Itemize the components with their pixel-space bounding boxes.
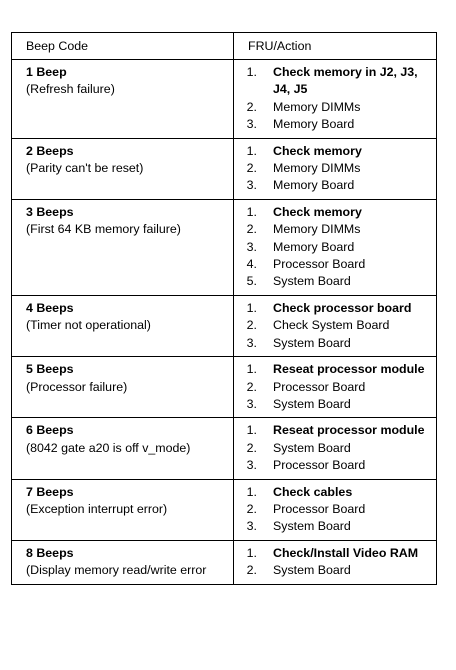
action-number: 1. (246, 484, 257, 499)
action-item (243, 64, 430, 99)
table-row (12, 418, 437, 479)
action-number: 1. (246, 545, 257, 560)
beep-code-cell (12, 60, 234, 139)
action-number: 1. (246, 300, 257, 315)
fru-action-cell (234, 199, 437, 295)
action-item (243, 484, 430, 501)
action-number: 3. (246, 335, 257, 350)
beep-code-description: (Display memory read/write error (26, 563, 207, 578)
fru-action-cell (234, 60, 437, 139)
action-number: 5. (246, 274, 257, 289)
action-text: System Board (273, 440, 351, 455)
action-list (243, 143, 430, 195)
action-list (243, 361, 430, 413)
action-number: 1. (246, 65, 257, 79)
table-header-row (12, 33, 437, 60)
fru-action-cell (234, 357, 437, 418)
table-row (12, 479, 437, 540)
action-item (243, 273, 430, 290)
table-row (12, 357, 437, 418)
beep-code-description: (Exception interrupt error) (26, 501, 168, 516)
action-item (243, 440, 430, 457)
beep-code-cell (12, 295, 234, 356)
beep-code-cell (12, 540, 234, 584)
table-row (12, 295, 437, 356)
action-text: Reseat processor module (273, 362, 425, 377)
action-number: 3. (246, 239, 257, 254)
action-text: Check System Board (273, 318, 390, 333)
action-item (243, 317, 430, 334)
action-text: System Board (273, 274, 351, 289)
action-number: 3. (246, 396, 257, 411)
action-text: Check memory (273, 204, 362, 219)
table-body (12, 60, 437, 585)
beep-code-cell (12, 418, 234, 479)
action-item (243, 562, 430, 579)
beep-code-description: (First 64 KB memory failure) (26, 222, 181, 237)
action-number: 1. (246, 423, 257, 438)
action-text: Check cables (273, 484, 353, 499)
beep-code-title: 4 Beeps (26, 300, 74, 315)
action-text: System Board (273, 396, 351, 411)
header-beep-code: Beep Code (12, 33, 234, 60)
beep-code-title: 6 Beeps (26, 423, 74, 438)
action-number: 2. (246, 379, 257, 394)
action-item (243, 143, 430, 160)
beep-code-title: 5 Beeps (26, 362, 74, 377)
fru-action-cell (234, 295, 437, 356)
action-number: 2. (246, 222, 257, 237)
action-text: System Board (273, 563, 351, 578)
action-list (243, 204, 430, 291)
action-text: Check processor board (273, 300, 412, 315)
table-row (12, 199, 437, 295)
action-text: Check/Install Video RAM (273, 545, 419, 560)
table-row (12, 60, 437, 139)
beep-code-title: 3 Beeps (26, 204, 74, 219)
action-item (243, 501, 430, 518)
action-list (243, 300, 430, 352)
beep-code-table (11, 32, 437, 585)
beep-code-description: (8042 gate a20 is off v_mode) (26, 440, 191, 455)
action-text: Memory Board (273, 239, 355, 254)
action-item (243, 204, 430, 221)
action-text: System Board (273, 519, 351, 534)
action-text: Processor Board (273, 458, 366, 473)
header-fru-action: FRU/Action (234, 33, 437, 60)
action-text: Memory DIMMs (273, 99, 361, 114)
action-number: 2. (246, 563, 257, 578)
action-list (243, 545, 430, 580)
action-item (243, 177, 430, 194)
action-number: 3. (246, 178, 257, 193)
action-list (243, 484, 430, 536)
beep-code-title: 2 Beeps (26, 143, 74, 158)
action-item (243, 361, 430, 378)
action-text: Memory DIMMs (273, 161, 361, 176)
action-number: 3. (246, 458, 257, 473)
action-number: 1. (246, 362, 257, 377)
action-item (243, 116, 430, 133)
fru-action-cell (234, 418, 437, 479)
action-text: Memory Board (273, 117, 355, 132)
action-text: System Board (273, 335, 351, 350)
action-number: 3. (246, 519, 257, 534)
action-item (243, 335, 430, 352)
action-text: Processor Board (273, 379, 366, 394)
beep-code-description: (Timer not operational) (26, 318, 151, 333)
action-item (243, 396, 430, 413)
fru-action-cell (234, 479, 437, 540)
action-text: Memory Board (273, 178, 355, 193)
action-item (243, 300, 430, 317)
action-item (243, 99, 430, 116)
beep-code-cell (12, 138, 234, 199)
beep-code-cell (12, 479, 234, 540)
beep-code-description: (Parity can't be reset) (26, 161, 144, 176)
fru-action-cell (234, 540, 437, 584)
action-number: 2. (246, 99, 257, 114)
table-row (12, 540, 437, 584)
action-item (243, 239, 430, 256)
action-item (243, 545, 430, 562)
action-number: 2. (246, 161, 257, 176)
action-number: 3. (246, 117, 257, 132)
action-text: Reseat processor module (273, 423, 425, 438)
action-list (243, 64, 430, 134)
beep-code-title: 1 Beep (26, 65, 67, 79)
beep-code-cell (12, 199, 234, 295)
action-item (243, 160, 430, 177)
beep-code-description: (Refresh failure) (26, 82, 115, 97)
beep-code-title: 8 Beeps (26, 545, 74, 560)
fru-action-cell (234, 138, 437, 199)
action-item (243, 422, 430, 439)
action-number: 1. (246, 143, 257, 158)
action-text: Processor Board (273, 257, 366, 272)
action-item (243, 518, 430, 535)
action-item (243, 256, 430, 273)
action-text: Check memory (273, 143, 362, 158)
beep-code-description: (Processor failure) (26, 379, 128, 394)
action-text: Memory DIMMs (273, 222, 361, 237)
action-number: 2. (246, 318, 257, 333)
action-item (243, 221, 430, 238)
action-number: 2. (246, 501, 257, 516)
beep-code-cell (12, 357, 234, 418)
action-text: Check memory in J2, J3, J4, J5 (273, 65, 418, 97)
action-number: 2. (246, 440, 257, 455)
beep-code-title: 7 Beeps (26, 484, 74, 499)
action-text: Processor Board (273, 501, 366, 516)
action-number: 4. (246, 257, 257, 272)
action-item (243, 379, 430, 396)
action-number: 1. (246, 204, 257, 219)
table-row (12, 138, 437, 199)
action-item (243, 457, 430, 474)
action-list (243, 422, 430, 474)
